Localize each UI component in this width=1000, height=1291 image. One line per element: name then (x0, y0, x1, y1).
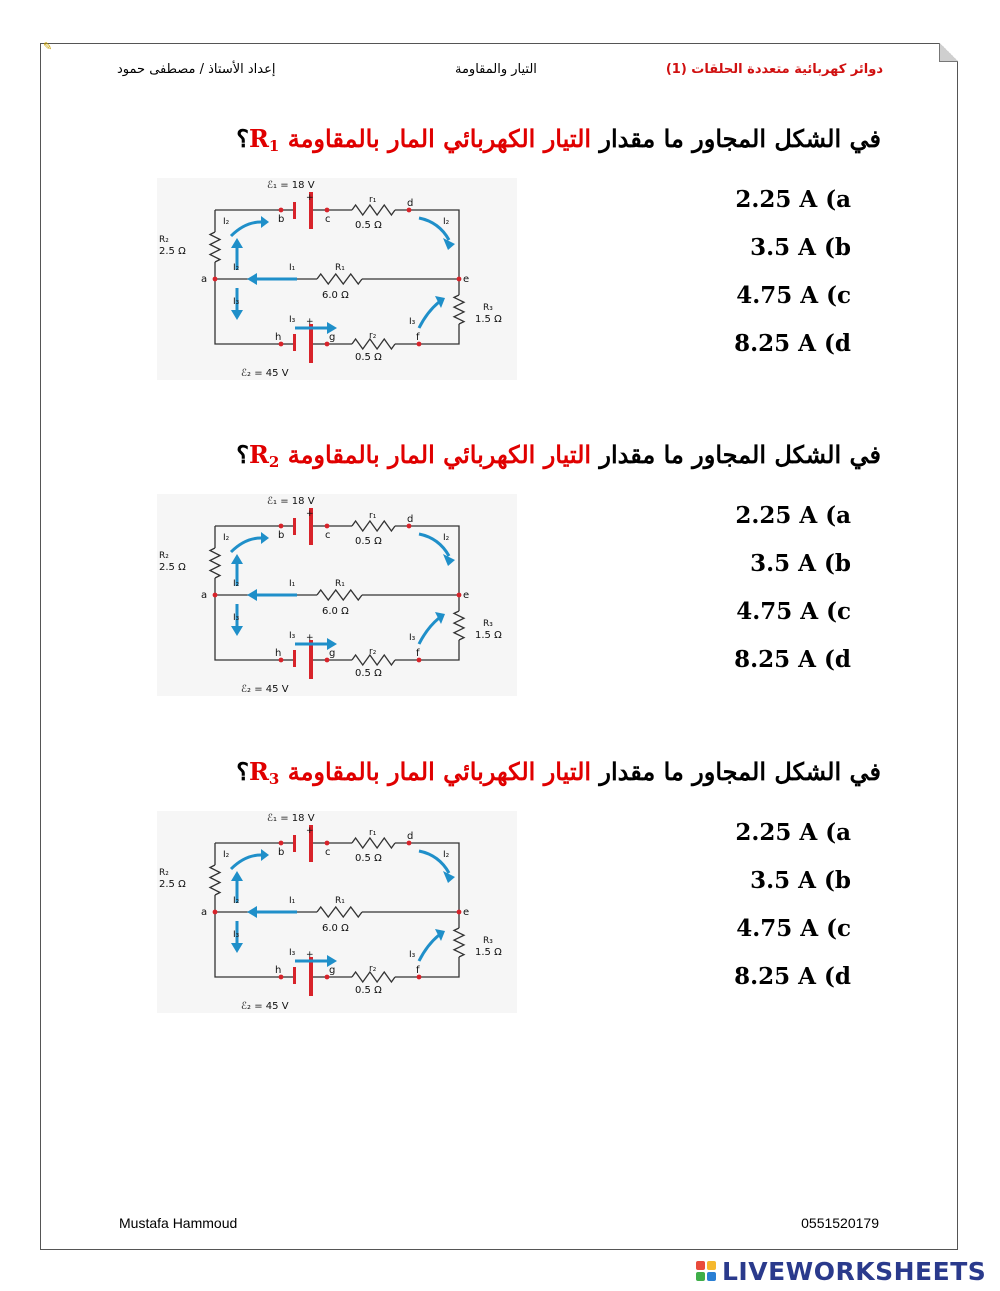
topic-title: التيار والمقاومة (455, 62, 537, 77)
current-arrow-bottom-right (419, 618, 439, 644)
battery-emf2 (277, 324, 327, 363)
r2-label: r₂ (369, 331, 377, 341)
plus-sign-bottom: + (306, 950, 314, 960)
worksheet-title: دوائر كهربائية متعددة الحلقات (1) (665, 62, 883, 77)
current-I2-label-c: I₂ (233, 579, 240, 589)
option-a[interactable]: 2.25 A (a (735, 186, 851, 213)
battery-emf1 (277, 192, 327, 229)
node-g-label: g (329, 648, 336, 659)
current-I3-label-b: I₃ (289, 315, 296, 325)
node-d-label: d (407, 831, 414, 842)
options-list-1 (711, 176, 851, 368)
current-arrow-bottom-right (419, 302, 439, 328)
node-f-label: f (416, 965, 420, 976)
emf1-label: ℰ₁ = 18 V (267, 496, 315, 507)
brand-square-yellow (707, 1261, 716, 1270)
R2-label: R₂ (159, 868, 169, 878)
options-list-3 (711, 809, 851, 1001)
node-d-label: d (407, 514, 414, 525)
current-I3-label-b: I₃ (289, 948, 296, 958)
R1-label: R₁ (335, 896, 345, 906)
r1-value: 0.5 Ω (355, 853, 382, 864)
R1-value: 6.0 Ω (322, 290, 349, 301)
option-c[interactable]: 4.75 A (c (736, 282, 851, 309)
r1-label: r₁ (369, 195, 377, 205)
current-I2-label-a: I₂ (223, 533, 230, 543)
circuit-diagram-3 (157, 811, 517, 1013)
R1-label: R₁ (335, 579, 345, 589)
node-b-dot (279, 208, 284, 213)
node-b-label: b (278, 214, 285, 225)
option-c[interactable]: 4.75 A (c (736, 915, 851, 942)
R2-label: R₂ (159, 235, 169, 245)
brand-square-blue (707, 1272, 716, 1281)
current-arrow-top-left (231, 855, 261, 869)
option-b[interactable]: 3.5 A (b (750, 550, 851, 577)
plus-sign-bottom: + (306, 317, 314, 327)
node-c-label: c (325, 847, 331, 858)
plus-sign-top: + (306, 826, 314, 836)
question-highlight: التيار الكهربائي المار بالمقاومة $R_3$ (248, 757, 592, 788)
option-a[interactable]: 2.25 A (a (735, 819, 851, 846)
node-a-dot (213, 593, 218, 598)
page-fold-corner (939, 43, 958, 62)
R2-label: R₂ (159, 551, 169, 561)
R2-value: 2.5 Ω (159, 562, 186, 573)
current-arrow-bottom-right (419, 935, 439, 961)
emf2-label: ℰ₂ = 45 V (241, 368, 289, 379)
R1-value: 6.0 Ω (322, 606, 349, 617)
current-I2-label-b: I₂ (443, 533, 450, 543)
R3-value: 1.5 Ω (475, 947, 502, 958)
current-I1-label: I₁ (289, 896, 296, 906)
node-e-label: e (463, 907, 470, 918)
current-I1-label: I₁ (289, 263, 296, 273)
R3-label: R₃ (483, 619, 493, 629)
R3-label: R₃ (483, 303, 493, 313)
question-mark: ؟ (236, 757, 249, 786)
node-c-dot (325, 208, 330, 213)
battery-emf2 (277, 957, 327, 996)
emf1-label: ℰ₁ = 18 V (267, 813, 315, 824)
node-a-label: a (201, 907, 208, 918)
battery-emf1 (277, 508, 327, 545)
current-I3-label-a: I₃ (233, 930, 240, 940)
circuit-svg (157, 811, 517, 1013)
plus-sign-bottom: + (306, 633, 314, 643)
node-c-label: c (325, 214, 331, 225)
current-I3-label-c: I₃ (409, 633, 416, 643)
battery-emf2 (277, 640, 327, 679)
r2-value: 0.5 Ω (355, 985, 382, 996)
current-I3-label-a: I₃ (233, 613, 240, 623)
node-b-label: b (278, 530, 285, 541)
r2-value: 0.5 Ω (355, 352, 382, 363)
node-a-label: a (201, 274, 208, 285)
circuit-diagram-2 (157, 494, 517, 696)
node-c-dot (325, 841, 330, 846)
node-g-label: g (329, 332, 336, 343)
current-arrow-top-left (231, 222, 261, 236)
current-I2-label-c: I₂ (233, 263, 240, 273)
option-a[interactable]: 2.25 A (a (735, 502, 851, 529)
r1-label: r₁ (369, 828, 377, 838)
node-b-dot (279, 524, 284, 529)
node-h-label: h (275, 648, 282, 659)
footer-phone: 0551520179 (801, 1215, 879, 1231)
question-mark: ؟ (236, 124, 249, 153)
node-c-dot (325, 524, 330, 529)
option-d[interactable]: 8.25 A (d (734, 963, 851, 990)
R3-label: R₃ (483, 936, 493, 946)
node-e-label: e (463, 274, 470, 285)
author-credit: إعداد الأستاذ / مصطفى حمود (117, 62, 276, 77)
node-d-label: d (407, 198, 414, 209)
option-b[interactable]: 3.5 A (b (750, 867, 851, 894)
node-a-dot (213, 910, 218, 915)
current-I1-label: I₁ (289, 579, 296, 589)
current-I3-label-b: I₃ (289, 631, 296, 641)
emf2-label: ℰ₂ = 45 V (241, 684, 289, 695)
r2-label: r₂ (369, 647, 377, 657)
R1-label: R₁ (335, 263, 345, 273)
node-h-label: h (275, 332, 282, 343)
node-e-dot (457, 593, 462, 598)
current-I3-label-c: I₃ (409, 950, 416, 960)
node-e-dot (457, 910, 462, 915)
node-h-label: h (275, 965, 282, 976)
battery-emf1 (277, 825, 327, 862)
current-I3-label-a: I₃ (233, 297, 240, 307)
brand-grid-icon (696, 1261, 716, 1281)
question-highlight: التيار الكهربائي المار بالمقاومة $R_1$ (248, 124, 592, 155)
current-I2-label-c: I₂ (233, 896, 240, 906)
R1-value: 6.0 Ω (322, 923, 349, 934)
current-I2-label-a: I₂ (223, 850, 230, 860)
question-3-title (236, 757, 881, 788)
r2-label: r₂ (369, 964, 377, 974)
circuit-svg (157, 494, 517, 696)
r2-value: 0.5 Ω (355, 668, 382, 679)
circuit-diagram-1 (157, 178, 517, 380)
brand-square-green (696, 1272, 705, 1281)
question-2-title (236, 440, 881, 471)
question-highlight: التيار الكهربائي المار بالمقاومة $R_2$ (248, 440, 592, 471)
pin-icon: ✎ (43, 40, 53, 53)
option-c[interactable]: 4.75 A (c (736, 598, 851, 625)
option-d[interactable]: 8.25 A (d (734, 646, 851, 673)
node-g-label: g (329, 965, 336, 976)
question-mark: ؟ (236, 440, 249, 469)
question-prefix: في الشكل المجاور ما مقدار (591, 124, 881, 153)
node-c-label: c (325, 530, 331, 541)
r1-label: r₁ (369, 511, 377, 521)
node-e-label: e (463, 590, 470, 601)
current-I2-label-b: I₂ (443, 217, 450, 227)
footer-author: Mustafa Hammoud (119, 1215, 238, 1231)
worksheet-page (40, 40, 958, 1250)
emf1-label: ℰ₁ = 18 V (267, 180, 315, 191)
current-I3-label-c: I₃ (409, 317, 416, 327)
plus-sign-top: + (306, 509, 314, 519)
node-b-dot (279, 841, 284, 846)
node-a-label: a (201, 590, 208, 601)
current-arrow-top-left (231, 538, 261, 552)
R3-value: 1.5 Ω (475, 630, 502, 641)
plus-sign-top: + (306, 193, 314, 203)
node-b-label: b (278, 847, 285, 858)
node-f-label: f (416, 648, 420, 659)
option-d[interactable]: 8.25 A (d (734, 330, 851, 357)
R2-value: 2.5 Ω (159, 879, 186, 890)
brand-text: LIVEWORKSHEETS (722, 1256, 987, 1286)
current-I2-label-a: I₂ (223, 217, 230, 227)
node-e-dot (457, 277, 462, 282)
question-1-title (236, 124, 881, 155)
option-b[interactable]: 3.5 A (b (750, 234, 851, 261)
emf2-label: ℰ₂ = 45 V (241, 1001, 289, 1012)
liveworksheets-logo[interactable] (696, 1256, 986, 1286)
r1-value: 0.5 Ω (355, 220, 382, 231)
R2-value: 2.5 Ω (159, 246, 186, 257)
options-list-2 (711, 492, 851, 684)
brand-square-red (696, 1261, 705, 1270)
circuit-svg (157, 178, 517, 380)
question-prefix: في الشكل المجاور ما مقدار (591, 757, 881, 786)
r1-value: 0.5 Ω (355, 536, 382, 547)
R3-value: 1.5 Ω (475, 314, 502, 325)
node-f-label: f (416, 332, 420, 343)
current-I2-label-b: I₂ (443, 850, 450, 860)
node-a-dot (213, 277, 218, 282)
question-prefix: في الشكل المجاور ما مقدار (591, 440, 881, 469)
